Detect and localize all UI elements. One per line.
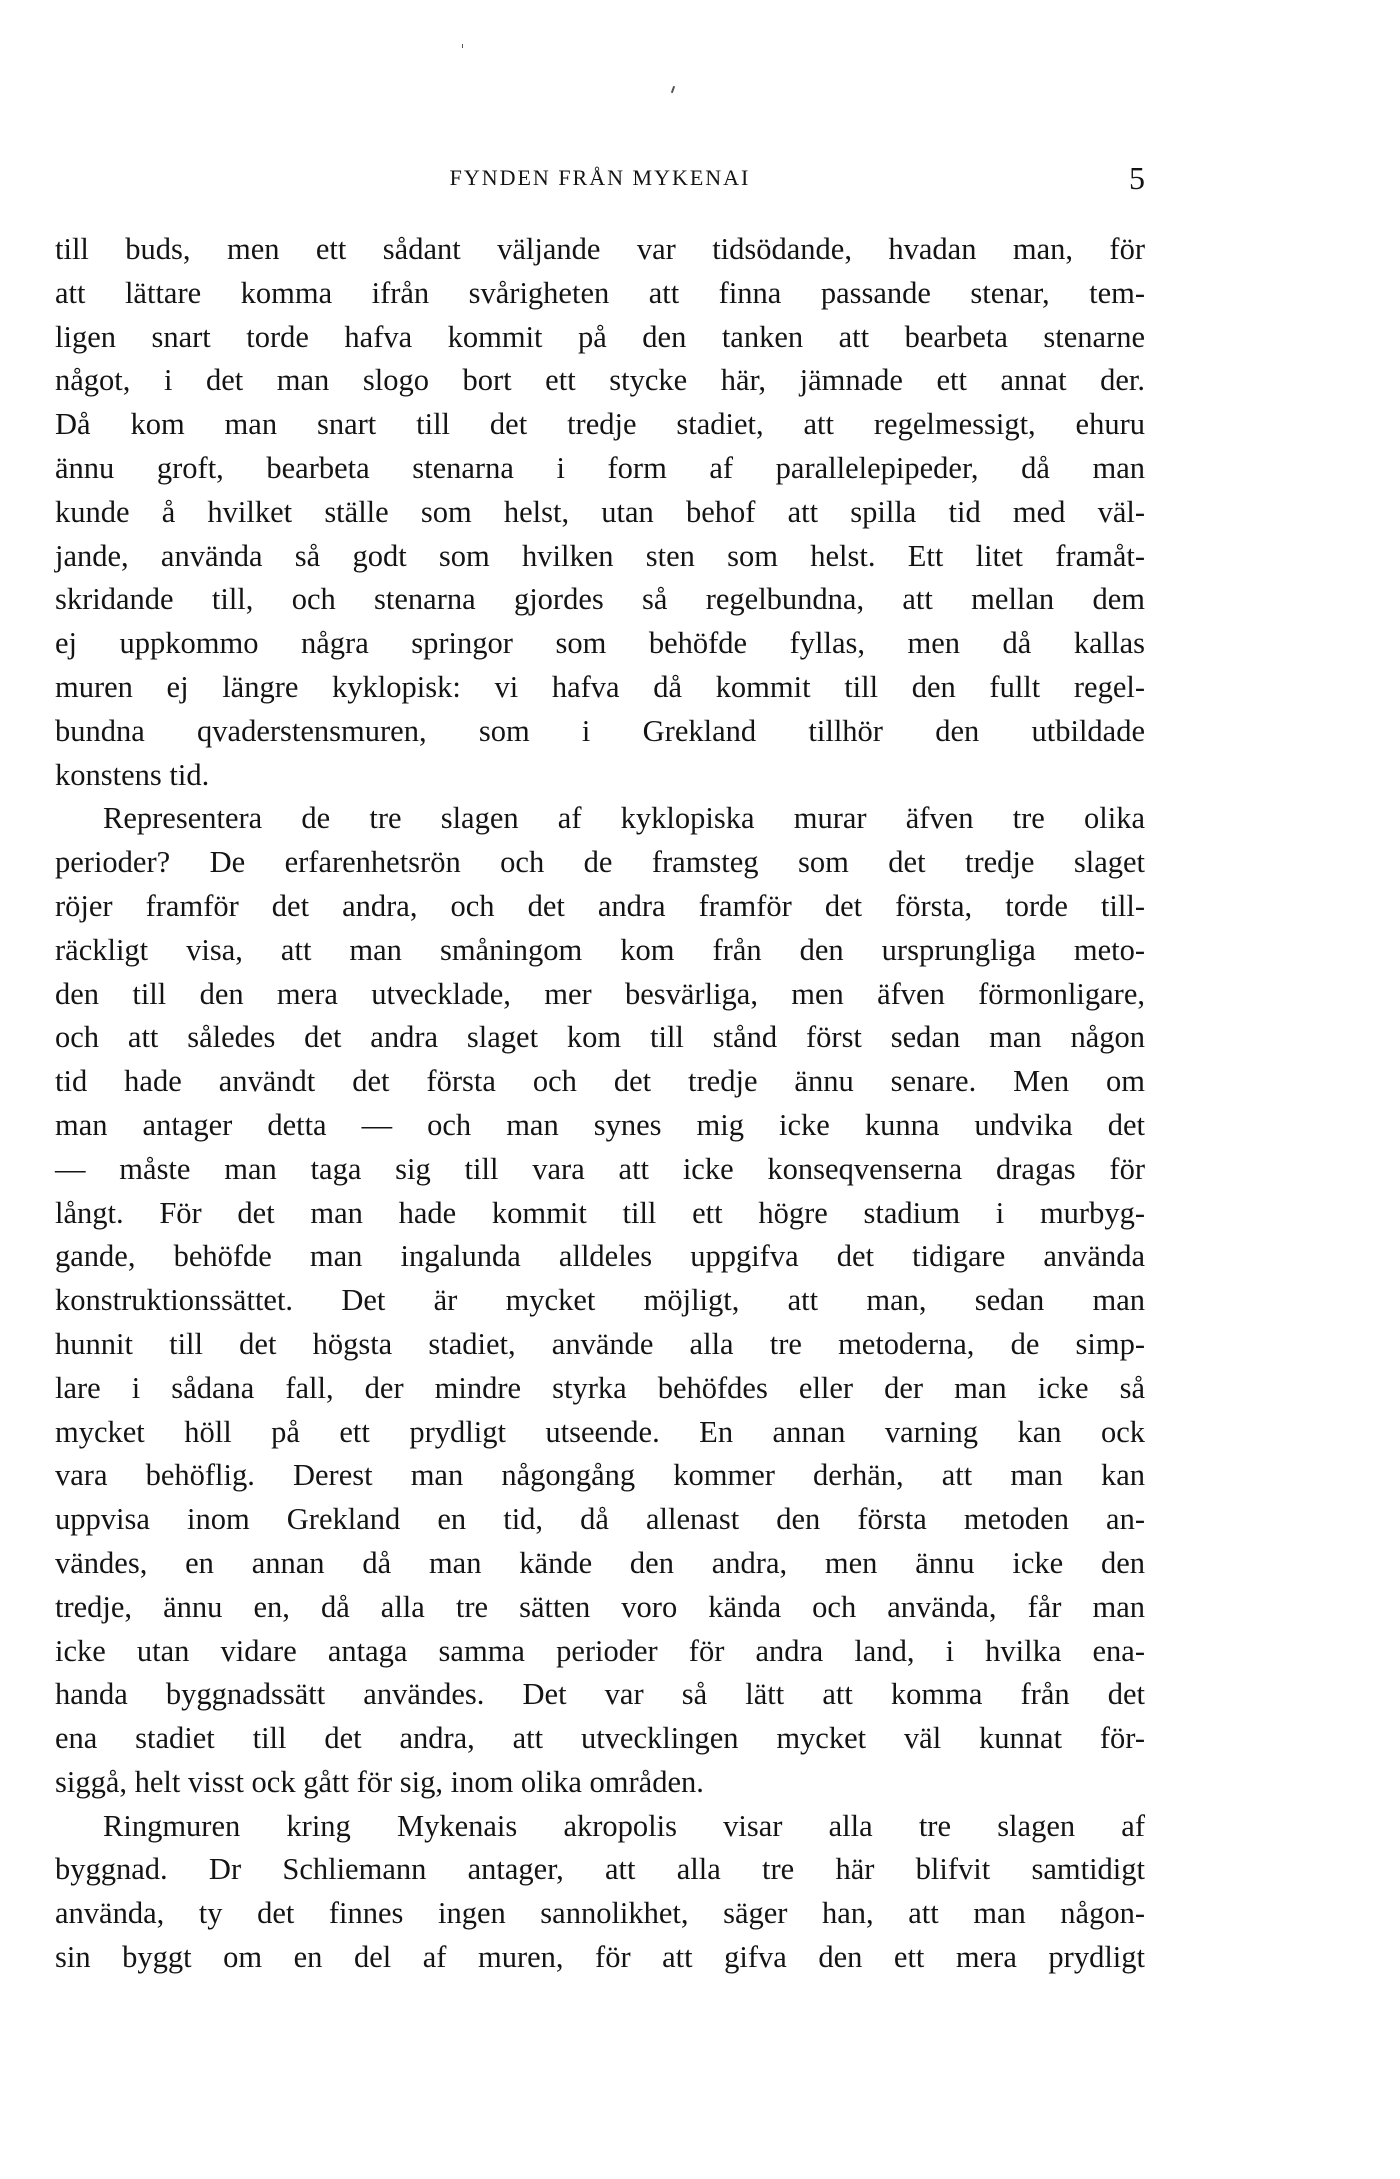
text-line: skridande till, och stenarna gjordes så regelbundna, att mellan dem [55,582,1145,617]
print-speck [671,86,675,93]
body-text [55,228,1145,1980]
text-line: bundna qvaderstensmuren, som i Grekland tillhör den utbildade [55,713,1145,748]
text-line: kunde å hvilket ställe som helst, utan behof att spilla tid med väl- [55,494,1145,529]
text-line: tredje, ännu en, då alla tre sätten voro kända och använda, får man [55,1589,1145,1624]
text-line: siggå, helt visst ock gått för sig, inom olika områden. [55,1764,704,1799]
text-line: uppvisa inom Grekland en tid, då allenast den första metoden an- [55,1502,1145,1537]
text-line: gande, behöfde man ingalunda alldeles uppgifva det tidigare använda [55,1239,1145,1274]
running-title: FYNDEN FRÅN MYKENAI [449,165,751,190]
text-line: hunnit till det högsta stadiet, använde alla tre metoderna, de simp- [55,1326,1145,1361]
text-line: ännu groft, bearbeta stenarna i form af parallelepipeder, då man [55,450,1145,485]
text-line: — måste man taga sig till vara att icke konseqvenserna dragas för [55,1151,1145,1186]
text-line: något, i det man slogo bort ett stycke här, jämnade ett annat der. [55,363,1145,398]
print-speck [462,44,463,48]
text-line: icke utan vidare antaga samma perioder för andra land, i hvilka ena- [55,1633,1145,1668]
text-line: mycket höll på ett prydligt utseende. En annan varning kan ock [55,1414,1145,1449]
text-line: konstruktionssättet. Det är mycket möjligt, att man, sedan man [55,1283,1145,1318]
text-line: Representera de tre slagen af kyklopiska murar äfven tre olika [103,801,1145,836]
text-line: till buds, men ett sådant väljande var tidsödande, hvadan man, för [55,232,1145,266]
text-line: använda, ty det finnes ingen sannolikhet, säger han, att man någon- [55,1896,1145,1931]
text-line: vara behöflig. Derest man någongång kommer derhän, att man kan [55,1458,1145,1493]
text-line: muren ej längre kyklopisk: vi hafva då kommit till den fullt regel- [55,669,1145,704]
text-line: röjer framför det andra, och det andra framför det första, torde till- [55,888,1145,923]
text-line: och att således det andra slaget kom till stånd först sedan man någon [55,1020,1145,1055]
text-line: Ringmuren kring Mykenais akropolis visar alla tre slagen af [103,1808,1145,1843]
text-line: långt. För det man hade kommit till ett högre stadium i murbyg- [55,1195,1145,1230]
page-number: 5 [1129,160,1145,196]
text-line: räckligt visa, att man småningom kom från den ursprungliga meto- [55,932,1145,967]
text-line: byggnad. Dr Schliemann antager, att alla tre här blifvit samtidigt [55,1852,1145,1887]
text-line: handa byggnadssätt användes. Det var så lätt att komma från det [55,1677,1145,1712]
running-head [55,158,1145,198]
text-line: konstens tid. [55,757,210,792]
text-line: att lättare komma ifrån svårigheten att finna passande stenar, tem- [55,275,1145,310]
text-line: sin byggt om en del af muren, för att gifva den ett mera prydligt [55,1940,1145,1975]
text-line: lare i sådana fall, der mindre styrka behöfdes eller der man icke så [55,1370,1145,1405]
text-line: ena stadiet till det andra, att utvecklingen mycket väl kunnat för- [55,1721,1145,1756]
text-line: ligen snart torde hafva kommit på den tanken att bearbeta stenarne [55,319,1145,354]
text-line: ej uppkommo några springor som behöfde fyllas, men då kallas [55,626,1145,661]
text-line: tid hade användt det första och det tredje ännu senare. Men om [55,1064,1145,1099]
text-line: perioder? De erfarenhetsrön och de framsteg som det tredje slaget [55,845,1145,880]
text-line: den till den mera utvecklade, mer besvärliga, men äfven förmonligare, [55,976,1145,1011]
text-line: man antager detta — och man synes mig icke kunna undvika det [55,1107,1145,1142]
text-line: Då kom man snart till det tredje stadiet, att regelmessigt, ehuru [55,407,1145,442]
text-line: jande, använda så godt som hvilken sten som helst. Ett litet framåt- [55,538,1145,573]
text-line: vändes, en annan då man kände den andra, men ännu icke den [55,1545,1145,1580]
